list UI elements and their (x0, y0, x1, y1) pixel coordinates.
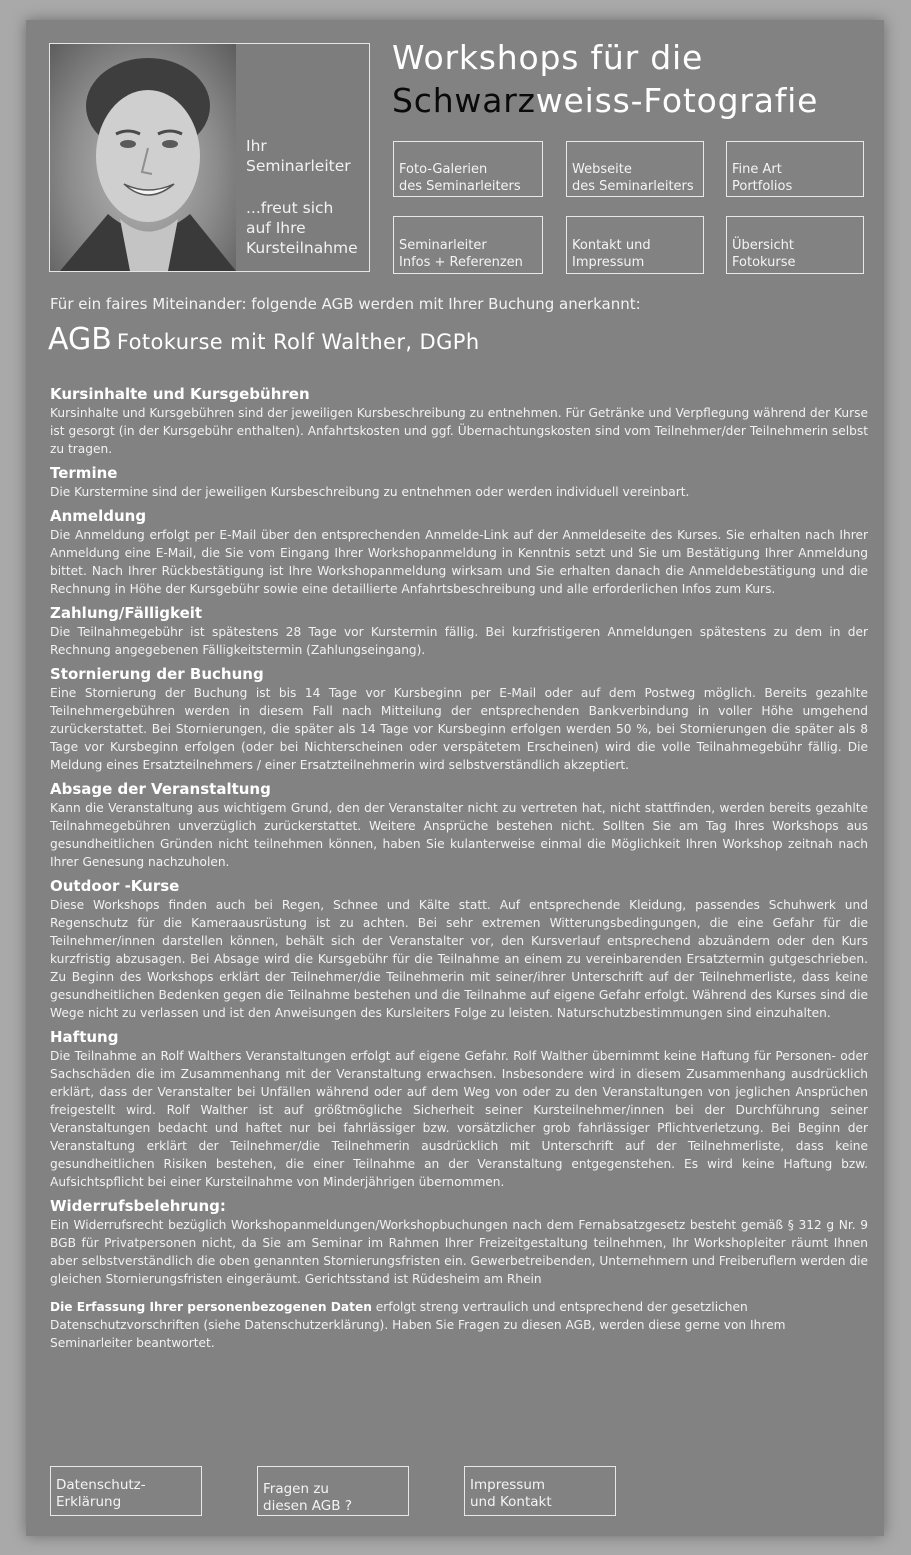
data-note-bold: Die Erfassung Ihrer personenbezogenen Daten (50, 1300, 372, 1314)
section-text: Die Anmeldung erfolgt per E-Mail über den entsprechenden Anmelde-Link auf der Anmeldeseite des Kurses. Sie erhalten nach Ihrer Anmeldung eine E-Mail, die Sie vom Eingang Ihrer Workshopanmeldung in Kenntnis setzt und Sie um Bestätigung Ihrer Anmeldung bittet. Nach Ihrer Rückbestätigung ist Ihre Workshopanmeldung wirksam und Sie erhalten danach die Anmeldebestätigung und die Rechnung in Höhe der Kursgebühr sowie eine detaillierte Anfahrtsbeschreibung und alle erforderlichen Infos zum Kurs. (50, 528, 868, 596)
nav-label: Kontakt und (572, 238, 651, 253)
nav-label: Seminarleiter (399, 238, 487, 253)
photo-caption (246, 136, 370, 258)
title-dark-word: Schwarz (392, 81, 536, 120)
nav-label: Impressum (572, 255, 645, 270)
section-title: Stornierung der Buchung (50, 665, 264, 683)
section (50, 464, 868, 501)
nav-label: des Seminarleiters (399, 179, 521, 194)
footer-agb-questions[interactable] (257, 1466, 409, 1516)
section-text: Eine Stornierung der Buchung ist bis 14 Tage vor Kursbeginn per E-Mail oder auf dem Postweg möglich. Bereits gezahlte Teilnehmergebühren werden in diesem Fall nach Mitteilung der entsprechenden Bankverbindung in voller Höhe umgehend zurückerstattet. Bei Stornierungen, die später als 14 Tage vor Kursbeginn erfolgen werden 50 %, bei Stornierungen die später als 8 Tage vor Kursbeginn erfolgen (oder bei Nichterscheinen oder verspätetem Erscheinen) wird die volle Teilnahmegebühr fällig. Die Meldung eines Ersatzteilnehmers / einer Ersatzteilnehmerin wird selbstverständlich akzeptiert. (50, 686, 868, 772)
caption-line: Ihr (246, 137, 267, 155)
section-title: Haftung (50, 1028, 119, 1046)
section (50, 1197, 868, 1288)
section-text: Die Teilnahme an Rolf Walthers Veranstaltungen erfolgt auf eigene Gefahr. Rolf Walther übernimmt keine Haftung für Personen- oder Sachschäden die im Zusammenhang mit der Veranstaltung erwachsen. Insbesondere wird in diesem Zusammenhang ausdrücklich erklärt, dass der Veranstalter bei Unfällen während oder auf dem Weg von oder zu den Veranstaltungen von jeglichen Ansprüchen freigestellt wird. Rolf Walther ist auf größtmögliche Sicherheit seiner Kursteilnehmer/innen bei der Durchführung seiner Veranstaltungen bedacht und haftet nur bei fahrlässiger bzw. vorsätzlicher grob fahrlässiger Pflichtverletzung. Bei Beginn der Veranstaltung erklärt der Teilnehmer/die Teilnehmerin ausdrücklich mit Unterschrift auf der Teilnehmerliste, dass keine gesundheitlichen Risiken bestehen, die einer Teilnahme an der Veranstaltung entgegenstehen. Es wird keine Haftung bzw. Aufsichtspflicht bei einer Kursteilnahme von Minderjährigen übernommen. (50, 1049, 868, 1189)
caption-line: auf Ihre (246, 219, 306, 237)
nav-label: des Seminarleiters (572, 179, 694, 194)
nav-fine-art-portfolios[interactable] (726, 141, 864, 197)
section-title: Widerrufsbelehrung: (50, 1197, 226, 1215)
caption-line: Seminarleiter (246, 157, 351, 175)
nav-label: Fotokurse (732, 255, 796, 270)
nav-contact-imprint[interactable] (566, 216, 704, 274)
caption-line: ...freut sich (246, 199, 334, 217)
section-title: Anmeldung (50, 507, 147, 525)
footer-label: Fragen zu (263, 1481, 329, 1497)
nav-label: Portfolios (732, 179, 793, 194)
content-panel (26, 20, 884, 1536)
section (50, 665, 868, 774)
agb-title: AGB (48, 322, 112, 357)
footer-label: Impressum (470, 1477, 546, 1493)
section (50, 780, 868, 871)
section-title: Absage der Veranstaltung (50, 780, 271, 798)
agb-content (50, 385, 868, 1352)
seminar-leader-photo (50, 44, 236, 271)
agb-subtitle: Fotokurse mit Rolf Walther, DGPh (116, 330, 480, 354)
nav-photo-galleries[interactable] (393, 141, 543, 197)
nav-label: Fine Art (732, 162, 782, 177)
nav-label: Übersicht (732, 238, 794, 253)
section-text: Diese Workshops finden auch bei Regen, Schnee und Kälte statt. Auf entsprechende Kleidung, passendes Schuhwerk und Regenschutz für die Kameraausrüstung ist zu achten. Bei sehr extremen Witterungsbedingungen, die eine Gefahr für die Teilnehmer/innen darstellen können, behält sich der Veranstalter vor, den Kursverlauf entsprechend abzuändern oder den Kurs kurzfristig abzusagen. Bei Absage wird die Kursgebühr für die Teilnahme an einem zu vereinbarenden Ersatztermin gutgeschrieben. Zu Beginn des Workshops erklärt der Teilnehmer/die Teilnehmerin mit seiner/ihrer Unterschrift auf der Teilnehmerliste, dass keine gesundheitlichen Bedenken gegen die Teilnahme bestehen und die Teilnahme auf eigene Gefahr erfolgt. Während des Kurses sind die Wege nicht zu verlassen und ist den Anweisungen des Kursleiters Folge zu leisten. Naturschutzbestimmungen sind einzuhalten. (50, 898, 868, 1020)
portrait-image (50, 44, 236, 271)
section-title: Termine (50, 464, 118, 482)
section-text: Die Teilnahmegebühr ist spätestens 28 Tage vor Kurstermin fällig. Bei kurzfristigeren Anmeldungen spätestens zu dem in der Rechnung angegebenen Fälligkeitstermin (Zahlungseingang). (50, 625, 868, 657)
section-text: Ein Widerrufsrecht bezüglich Workshopanmeldungen/Workshopbuchungen nach dem Fernabsatzgesetz besteht gemäß § 312 g Nr. 9 BGB für Privatpersonen nicht, da Sie am Seminar im Rahmen Ihrer Freizeitgestaltung teilnehmen, Ihr Workshopleiter räumt Ihnen aber selbstverständlich die oben genannten Stornierungsfristen ein. Gewerbetreibenden, Unternehmern und Freiberuflern werden die gleichen Stornierungsfristen eingeräumt. Gerichtsstand ist Rüdesheim am Rhein (50, 1218, 868, 1286)
section (50, 1028, 868, 1191)
title-line-2 (392, 79, 872, 122)
title-rest: weiss-Fotografie (535, 81, 819, 120)
nav-course-overview[interactable] (726, 216, 864, 274)
footer-imprint-contact[interactable] (464, 1466, 616, 1516)
section-title: Outdoor -Kurse (50, 877, 180, 895)
section-text: Die Kurstermine sind der jeweiligen Kursbeschreibung zu entnehmen oder werden individuell vereinbart. (50, 485, 690, 499)
footer-label: diesen AGB ? (263, 1498, 352, 1514)
section (50, 507, 868, 598)
section (50, 604, 868, 659)
agb-heading (48, 322, 480, 357)
section-text: Kursinhalte und Kursgebühren sind der jeweiligen Kursbeschreibung zu entnehmen. Für Getränke und Verpflegung während der Kurse ist gesorgt (in der Kursgebühr enthalten). Anfahrtskosten und ggf. Übernachtungskosten sind vom Teilnehmer/der Teilnehmerin selbst zu tragen. (50, 406, 868, 456)
footer-label: und Kontakt (470, 1494, 552, 1510)
title-line-1: Workshops für die (392, 38, 704, 77)
section (50, 385, 868, 458)
section (50, 877, 868, 1022)
nav-label: Webseite (572, 162, 632, 177)
section-title: Kursinhalte und Kursgebühren (50, 385, 310, 403)
data-privacy-note (50, 1298, 868, 1352)
nav-label: Infos + Referenzen (399, 255, 523, 270)
page-title (392, 36, 872, 122)
nav-label: Foto-Galerien (399, 162, 488, 177)
section-title: Zahlung/Fälligkeit (50, 604, 203, 622)
intro-text: Für ein faires Miteinander: folgende AGB werden mit Ihrer Buchung anerkannt: (50, 295, 641, 313)
caption-line: Kursteilnahme (246, 239, 358, 257)
data-note-text: erfolgt streng vertraulich und entsprechend der gesetzlichen Datenschutzvorschriften (siehe Datenschutzerklärung). Haben Sie Fragen zu diesen AGB, werden diese gerne von Ihrem Seminarleiter beantwortet. (50, 1300, 786, 1350)
nav-website[interactable] (566, 141, 704, 197)
footer-privacy-policy[interactable] (50, 1466, 202, 1516)
footer-label: Erklärung (56, 1494, 122, 1510)
nav-seminar-leader-info[interactable] (393, 216, 543, 274)
section-text: Kann die Veranstaltung aus wichtigem Grund, den der Veranstalter nicht zu vertreten hat, nicht stattfinden, werden bereits gezahlte Teilnahmegebühren unverzüglich zurückerstattet. Weitere Ansprüche bestehen nicht. Sollten Sie am Tag Ihres Workshops aus gesundheitlichen Gründen nicht teilnehmen können, haben Sie kulanterweise einmal die Möglichkeit Ihren Workshop zeitnah nach Ihrer Genesung nachzuholen. (50, 801, 868, 869)
seminar-leader-box (49, 43, 370, 272)
footer-label: Datenschutz- (56, 1477, 146, 1493)
